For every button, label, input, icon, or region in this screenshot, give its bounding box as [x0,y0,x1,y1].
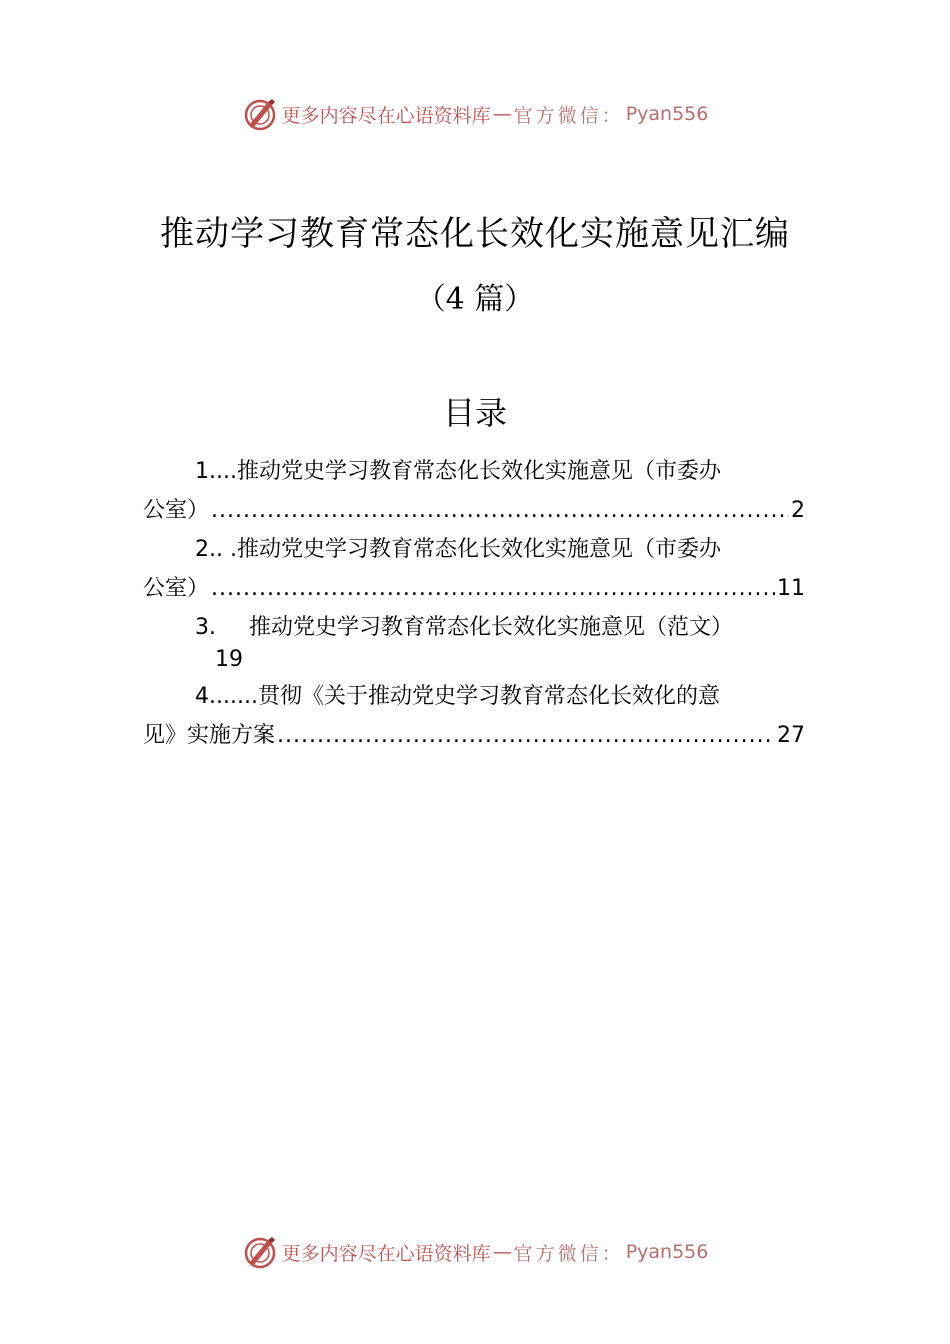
toc-entry-2-page: 11 [777,576,805,601]
banner-dash: — [492,1241,512,1263]
toc-entry-3-line1[interactable] [143,608,805,647]
toc-leader-dots [277,716,775,755]
toc-entry-2-tail: 公室） [143,576,210,601]
toc-entry-2-line2[interactable] [143,569,805,608]
banner-wechat-id: Pyan556 [625,103,709,125]
toc-entry-1-line1[interactable]: 1....推动党史学习教育常态化长效化实施意见（市委办 [195,459,721,484]
toc-entry-2-line1[interactable]: 2.. .推动党史学习教育常态化长效化实施意见（市委办 [195,537,721,562]
pen-logo-icon [242,96,278,132]
banner-wechat-id: Pyan556 [625,1241,709,1263]
toc-heading: 目录 [442,394,507,432]
banner-wechat-label: 官方微信： [513,104,624,127]
toc-entry-3-title: 推动党史学习教育常态化长效化实施意见（范文） [249,615,734,640]
toc-entry-4-tail: 见》实施方案 [143,723,276,748]
header-banner [0,94,950,134]
toc-entry-4-line2[interactable] [143,716,805,755]
banner-dash: — [492,103,512,125]
toc-entry-1-page: 2 [791,498,805,523]
toc-entry-1-line2[interactable] [143,491,805,530]
banner-wechat-label: 官方微信： [513,1242,624,1265]
toc-entry-4-line1[interactable]: 4.......贯彻《关于推动党史学习教育常态化长效化的意 [195,684,720,709]
table-of-contents [143,452,805,755]
toc-entry-3-number: 3. [195,615,216,640]
document-title: 推动学习教育常态化长效化实施意见汇编 [160,214,790,254]
toc-entry-1-tail: 公室） [143,498,210,523]
toc-leader-dots [211,491,789,530]
banner-text: 更多内容尽在心语资料库 [281,104,491,127]
pen-logo-icon [242,1234,278,1270]
toc-entry-3-page[interactable]: 19 [215,647,243,672]
toc-entry-4-page: 27 [777,723,805,748]
banner-text: 更多内容尽在心语资料库 [281,1242,491,1265]
document-subtitle: （4 篇） [415,282,535,317]
toc-leader-dots [211,569,775,608]
footer-banner [0,1232,950,1272]
